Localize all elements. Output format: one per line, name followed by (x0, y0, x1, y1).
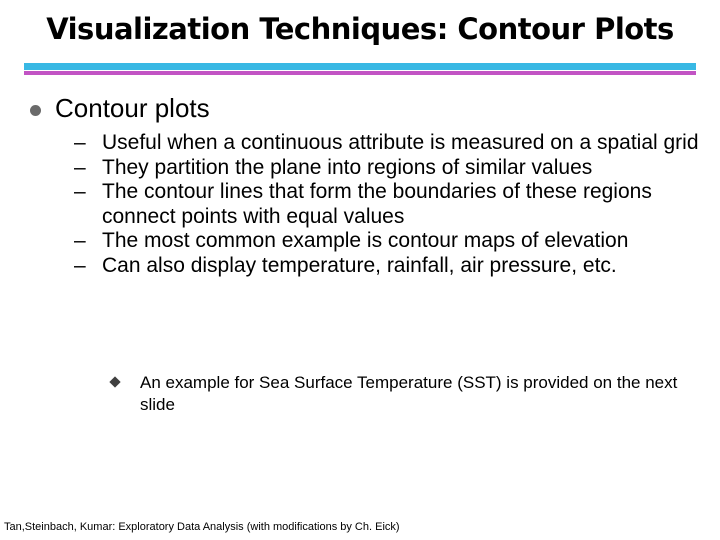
sub-bullet-text: Useful when a continuous attribute is measured on a spatial grid (102, 131, 699, 154)
diamond-bullet-icon (108, 372, 140, 416)
sub-bullet (74, 254, 704, 279)
title-rule-purple (24, 71, 696, 75)
dash-icon: – (74, 180, 86, 203)
sub-bullet-text: The contour lines that form the boundaries of these regions connect points with equal values (102, 180, 652, 228)
bullet-dot-icon (30, 105, 41, 116)
sub-bullet (74, 156, 704, 181)
sub-bullet (74, 131, 704, 156)
dash-icon: – (74, 155, 86, 179)
slide-footer: Tan,Steinbach, Kumar: Exploratory Data Analysis (with modifications by Ch. Eick) (4, 521, 400, 533)
main-bullet-text: Contour plots (55, 93, 210, 123)
dash-icon: – (74, 229, 86, 252)
sub-bullet-text: The most common example is contour maps of elevation (102, 229, 629, 252)
sub-bullet (74, 229, 704, 254)
dash-icon: – (74, 253, 86, 277)
slide-title: Visualization Techniques: Contour Plots (46, 12, 674, 46)
sub-bullet-text: They partition the plane into regions of similar values (102, 155, 593, 179)
dash-icon: – (74, 131, 86, 154)
sub-bullet (74, 180, 704, 229)
title-rule-blue (24, 63, 696, 70)
sub-sub-bullet (108, 372, 688, 416)
main-bullet (30, 93, 210, 124)
sub-bullet-list (74, 131, 704, 278)
sub-sub-bullet-text: An example for Sea Surface Temperature (SST) is provided on the next slide (140, 373, 678, 414)
sub-bullet-text: Can also display temperature, rainfall, air pressure, etc. (102, 253, 617, 277)
